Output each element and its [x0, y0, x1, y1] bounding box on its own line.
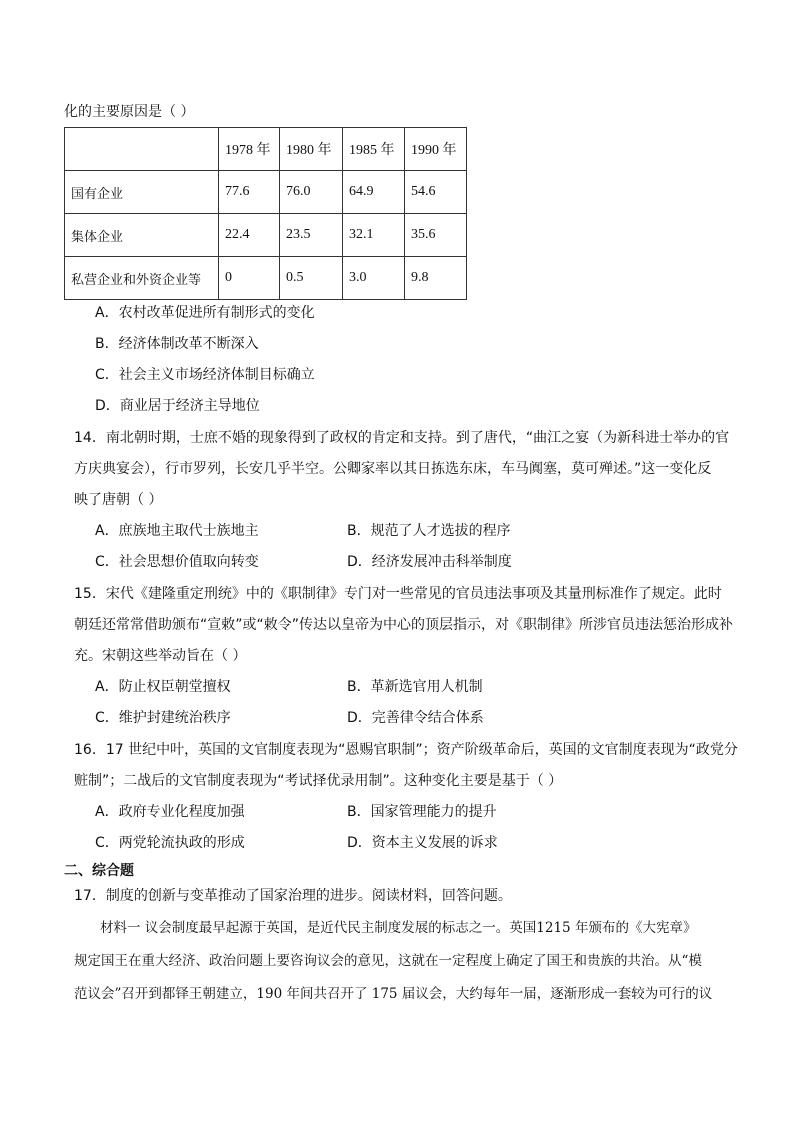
- q13-option-b: B．经济体制改革不断深入: [95, 336, 259, 352]
- table-cell: 35.6: [405, 214, 467, 257]
- table-header-cell: 1978 年: [219, 128, 280, 171]
- q16-option-c: C．两党轮流执政的形成: [95, 835, 245, 851]
- table-cell: 0: [219, 257, 280, 300]
- table-cell: 3.0: [343, 257, 405, 300]
- table-row: [65, 214, 467, 257]
- q14-option-d: D．经济发展冲击科举制度: [347, 554, 512, 570]
- q16-option-b: B．国家管理能力的提升: [347, 804, 497, 820]
- table-cell: 22.4: [219, 214, 280, 257]
- q14-stem-line: 方庆典宴会），行市罗列，长安几乎半空。公卿家率以其日拣选东床，车马阗塞，莫可殚述。”这一变化反: [74, 461, 712, 477]
- table-cell: 9.8: [405, 257, 467, 300]
- table-cell: 64.9: [343, 171, 405, 214]
- q14-option-b: B．规范了人才选拔的程序: [347, 523, 511, 539]
- q17-stem: 17．制度的创新与变革推动了国家治理的进步。阅读材料，回答问题。: [74, 888, 512, 904]
- ownership-table: [64, 127, 467, 300]
- table-row: [65, 257, 467, 300]
- table-cell: 23.5: [280, 214, 343, 257]
- q14-option-a: A．庶族地主取代士族地主: [95, 523, 259, 539]
- q15-stem-line: 朝廷还常常借助颁布“宣敕”或“敕令”传达以皇帝为中心的顶层指示，对《职制律》所涉官员违法惩治形成补: [74, 617, 734, 633]
- table-cell: 54.6: [405, 171, 467, 214]
- q14-option-c: C．社会思想价值取向转变: [95, 554, 259, 570]
- table-row-label: 私营企业和外资企业等: [65, 257, 219, 300]
- q15-option-b: B．革新选官用人机制: [347, 679, 483, 695]
- q15-option-d: D．完善律令结合体系: [347, 710, 484, 726]
- table-row-label: 国有企业: [65, 171, 219, 214]
- q15-stem-line: 充。宋朝这些举动旨在（ ）: [74, 648, 247, 664]
- q16-option-a: A．政府专业化程度加强: [95, 804, 245, 820]
- q17-material-line: 范议会”召开到都铎王朝建立，190 年间共召开了 175 届议会，大约每年一届，逐渐形成一套较为可行的议: [74, 986, 713, 1002]
- q14-stem-line: 14．南北朝时期，士庶不婚的现象得到了政权的肯定和支持。到了唐代，“曲江之宴（为新科进士举办的官: [74, 430, 730, 446]
- table-header-cell: 1990 年: [405, 128, 467, 171]
- table-cell: 32.1: [343, 214, 405, 257]
- q15-option-a: A．防止权臣朝堂擅权: [95, 679, 231, 695]
- q15-option-c: C．维护封建统治秩序: [95, 710, 231, 726]
- q17-material-line: 规定国王在重大经济、政治问题上要咨询议会的意见，这就在一定程度上确定了国王和贵族的共治。从“模: [74, 953, 702, 969]
- table-cell: 77.6: [219, 171, 280, 214]
- q17-material-line: 材料一 议会制度最早起源于英国，是近代民主制度发展的标志之一。英国1215 年颁布的《大宪章》: [100, 920, 697, 936]
- q16-stem-line: 赃制”；二战后的文官制度表现为“考试择优录用制”。这种变化主要是基于（ ）: [74, 773, 563, 789]
- table-row-label: 集体企业: [65, 214, 219, 257]
- section-title: 二、综合题: [64, 863, 134, 879]
- q13-option-c: C．社会主义市场经济体制目标确立: [95, 367, 315, 383]
- q16-option-d: D．资本主义发展的诉求: [347, 835, 498, 851]
- q13-option-a: A．农村改革促进所有制形式的变化: [95, 305, 315, 321]
- table-header-row: [65, 128, 467, 171]
- table-cell: 0.5: [280, 257, 343, 300]
- q13-option-d: D．商业居于经济主导地位: [95, 398, 260, 414]
- question-intro: 化的主要原因是（ ）: [64, 104, 195, 120]
- table-header-cell: 1985 年: [343, 128, 405, 171]
- q16-stem-line: 16．17 世纪中叶，英国的文官制度表现为“恩赐官职制”；资产阶级革命后，英国的文官制度表现为“政党分: [74, 742, 738, 758]
- table-row: [65, 171, 467, 214]
- q15-stem-line: 15．宋代《建隆重定刑统》中的《职制律》专门对一些常见的官员违法事项及其量刑标准作了规定。此时: [74, 586, 722, 602]
- q14-stem-line: 映了唐朝（ ）: [74, 492, 163, 508]
- table-cell: 76.0: [280, 171, 343, 214]
- table-header-cell: 1980 年: [280, 128, 343, 171]
- table-header-cell: [65, 128, 219, 171]
